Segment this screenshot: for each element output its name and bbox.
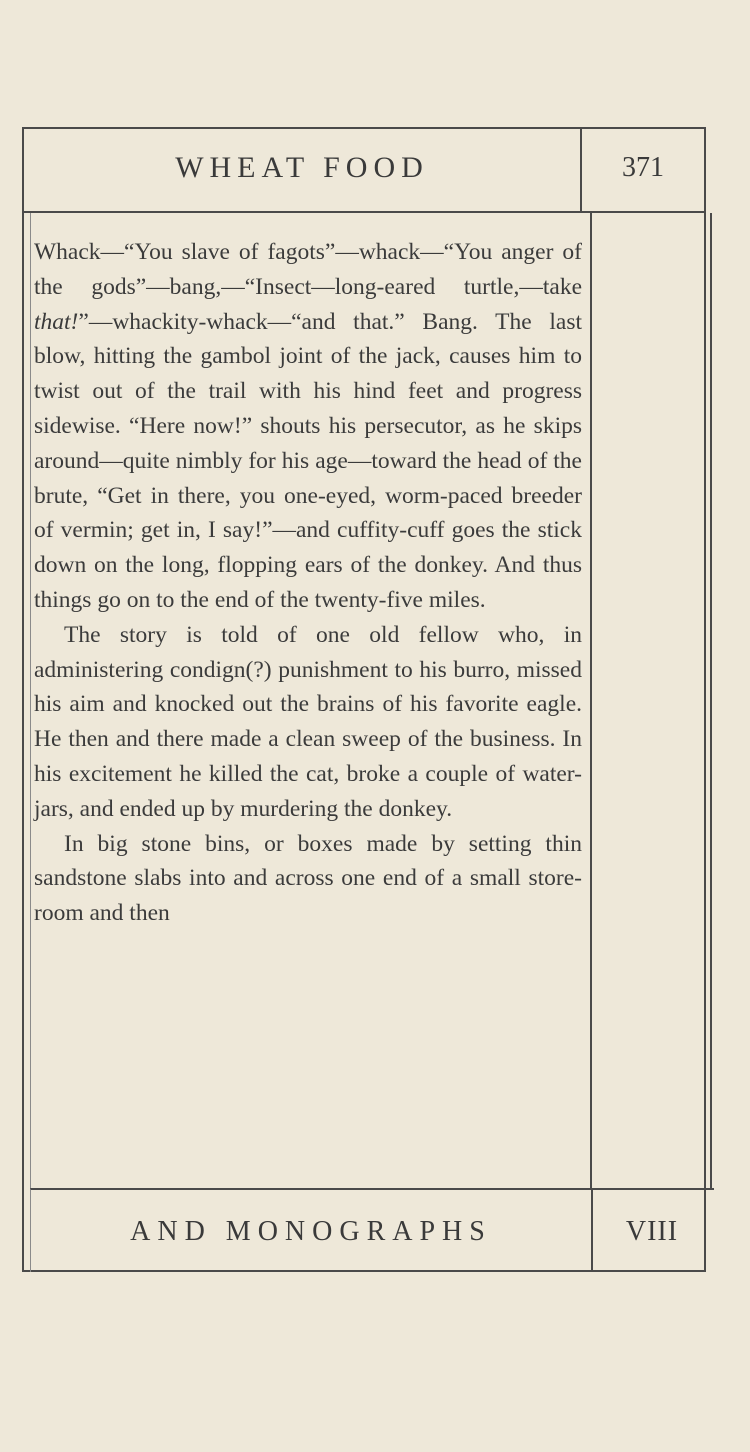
running-header xyxy=(24,129,704,213)
page-frame xyxy=(22,127,706,1272)
section-numeral: VIII xyxy=(625,1216,679,1247)
paragraph xyxy=(34,235,582,618)
paragraph: The story is told of one old fellow who, in administering condign(?) punishment to his burro, missed his aim and knocked out the brains of his favorite eagle. He then and there made a clean sweep of the business. In his excitement he killed the cat, broke a couple of water-jars, and ended up by murdering the donkey. xyxy=(34,621,582,822)
running-footer xyxy=(30,1188,714,1272)
margin-column xyxy=(592,213,712,1188)
text-block xyxy=(30,213,592,1188)
paragraph-text: Whack—“You slave of fagots”—whack—“You anger of the gods”—bang,—“Insect—long-eared turtle,—take xyxy=(34,239,582,300)
paragraph: In big stone bins, or boxes made by setting thin sandstone slabs into and across one end of a small store-room and then xyxy=(34,830,582,927)
paragraph-text: ”—whackity-whack—“and that.” Bang. The last blow, hitting the gambol joint of the jack, causes him to twist out of the trail with his hind feet and progress sidewise. “Here now!” shouts his persecutor, as he skips around—quite nimbly for his age—toward the head of the brute, “Get in there, you one-eyed, worm-paced breeder of vermin; get in, I say!”—and cuffity-cuff goes the stick down on the long, flopping ears of the donkey. And thus things go on to the end of the twenty-five miles. xyxy=(34,308,582,613)
body-text xyxy=(34,235,582,931)
footer-title: AND MONOGRAPHS xyxy=(31,1190,593,1272)
page-number: 371 xyxy=(622,152,664,183)
emphasized-word: that! xyxy=(34,308,79,335)
running-head-title: WHEAT FOOD xyxy=(24,129,582,211)
